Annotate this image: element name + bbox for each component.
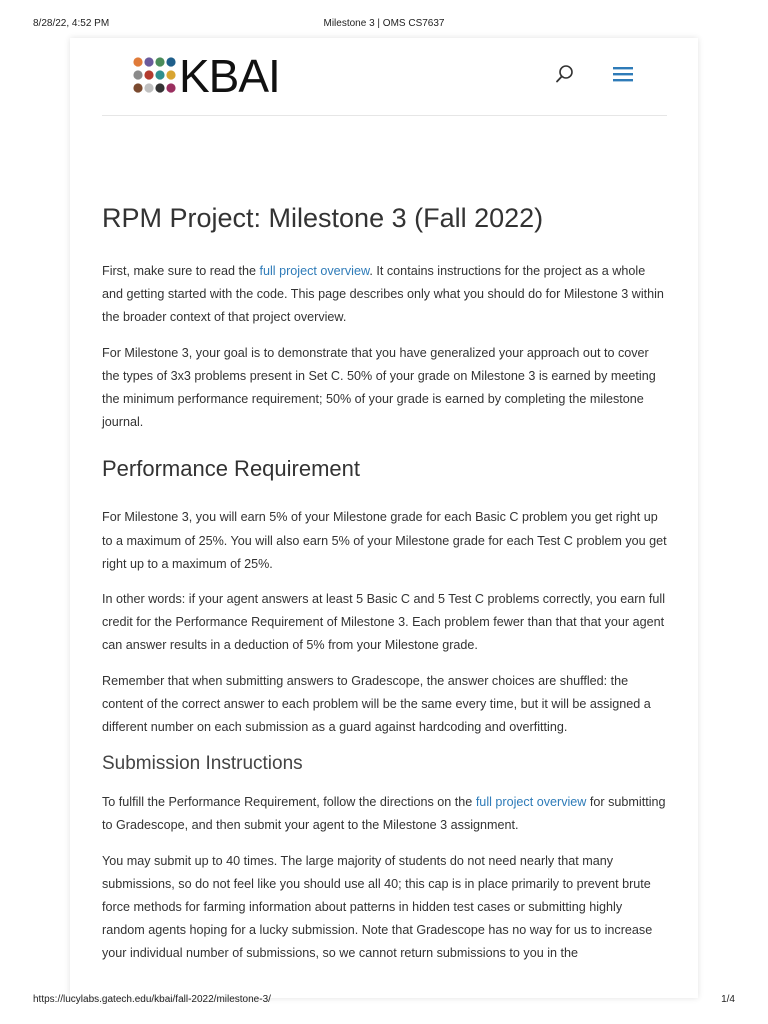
- logo-dot: [166, 83, 175, 92]
- submission-instructions-heading: Submission Instructions: [102, 753, 303, 775]
- print-header: [0, 0, 768, 40]
- logo-dot: [144, 83, 153, 92]
- performance-paragraph-2: In other words: if your agent answers at least 5 Basic C and 5 Test C problems correctly, you earn full credit for the Performance Requirement of Milestone 3. Each problem fewer than that that your agent can answer results in a deduction of 5% from your Milestone grade.: [102, 592, 666, 653]
- intro-paragraph-2: For Milestone 3, your goal is to demonstrate that you have generalized your approach out to cover the types of 3x3 problems present in Set C. 50% of your grade on Milestone 3 is earned by meeting the minimum performance requirement; 50% of your grade is earned by completing the milestone journal.: [102, 345, 656, 430]
- logo-dot: [155, 57, 164, 66]
- intro-paragraph-1: [102, 260, 668, 330]
- menu-button[interactable]: [612, 64, 634, 84]
- intro-p1-text-after: . It contains instructions for the project as a whole and getting started with the code. This page describes only what you should do for Milestone 3 within the broader context of that project overview.: [102, 264, 664, 325]
- logo-dots-icon: [133, 54, 177, 98]
- print-page-number: 1/4: [721, 994, 735, 1005]
- performance-requirement-heading: Performance Requirement: [102, 456, 361, 482]
- hamburger-menu-icon: [612, 64, 634, 84]
- article-content: [102, 200, 668, 978]
- full-project-overview-link-2[interactable]: full project overview: [475, 795, 587, 810]
- logo-dot: [133, 83, 142, 92]
- print-datetime: 8/28/22, 4:52 PM: [33, 18, 110, 29]
- page-title: RPM Project: Milestone 3 (Fall 2022): [102, 203, 544, 233]
- print-footer: [0, 990, 768, 1020]
- logo-dot: [155, 70, 164, 79]
- logo-dot: [155, 83, 164, 92]
- logo-dot: [133, 70, 142, 79]
- performance-paragraph-3: Remember that when submitting answers to Gradescope, the answer choices are shuffled: the content of the correct answer to each problem will be the same every time, but it will be assigned a different number on each submission as a guard against hardcoding and overfitting.: [102, 673, 651, 735]
- logo-dot: [166, 70, 175, 79]
- logo-dot: [133, 57, 142, 66]
- performance-paragraph-1: For Milestone 3, you will earn 5% of your Milestone grade for each Basic C problem you get right up to a maximum of 25%. You will also earn 5% of your Milestone grade for each Test C problem you get right up to a maximum of 25%.: [102, 510, 667, 571]
- site-header: [102, 38, 667, 116]
- logo-dot: [166, 57, 175, 66]
- kbai-logo[interactable]: [133, 50, 280, 102]
- print-page-title: Milestone 3 | OMS CS7637: [323, 18, 445, 29]
- logo-text: KBAI: [179, 50, 280, 102]
- search-icon: [555, 64, 575, 84]
- intro-p1-text-before: First, make sure to read the: [102, 264, 260, 278]
- logo-dot: [144, 70, 153, 79]
- submission-paragraph-1: [102, 791, 668, 837]
- submission-p1-text-before: To fulfill the Performance Requirement, follow the directions on the: [102, 795, 476, 810]
- submission-paragraph-2: You may submit up to 40 times. The large majority of students do not need nearly that many submissions, so do not feel like you should use all 40; this cap is in place primarily to prevent brute force methods for farming information about patterns in hidden test cases or submitting highly random agents hoping for a lucky submission. Note that Gradescope has no way for us to increase your individual number of submissions, so we cannot return submissions to you in the: [102, 853, 653, 961]
- logo-dot: [144, 57, 153, 66]
- full-project-overview-link[interactable]: full project overview: [259, 264, 370, 278]
- submission-p1-text-after: for submitting to Gradescope, and then submit your agent to the Milestone 3 assignment.: [102, 795, 666, 833]
- print-url: https://lucylabs.gatech.edu/kbai/fall-2022/milestone-3/: [33, 994, 271, 1005]
- search-button[interactable]: [555, 64, 575, 84]
